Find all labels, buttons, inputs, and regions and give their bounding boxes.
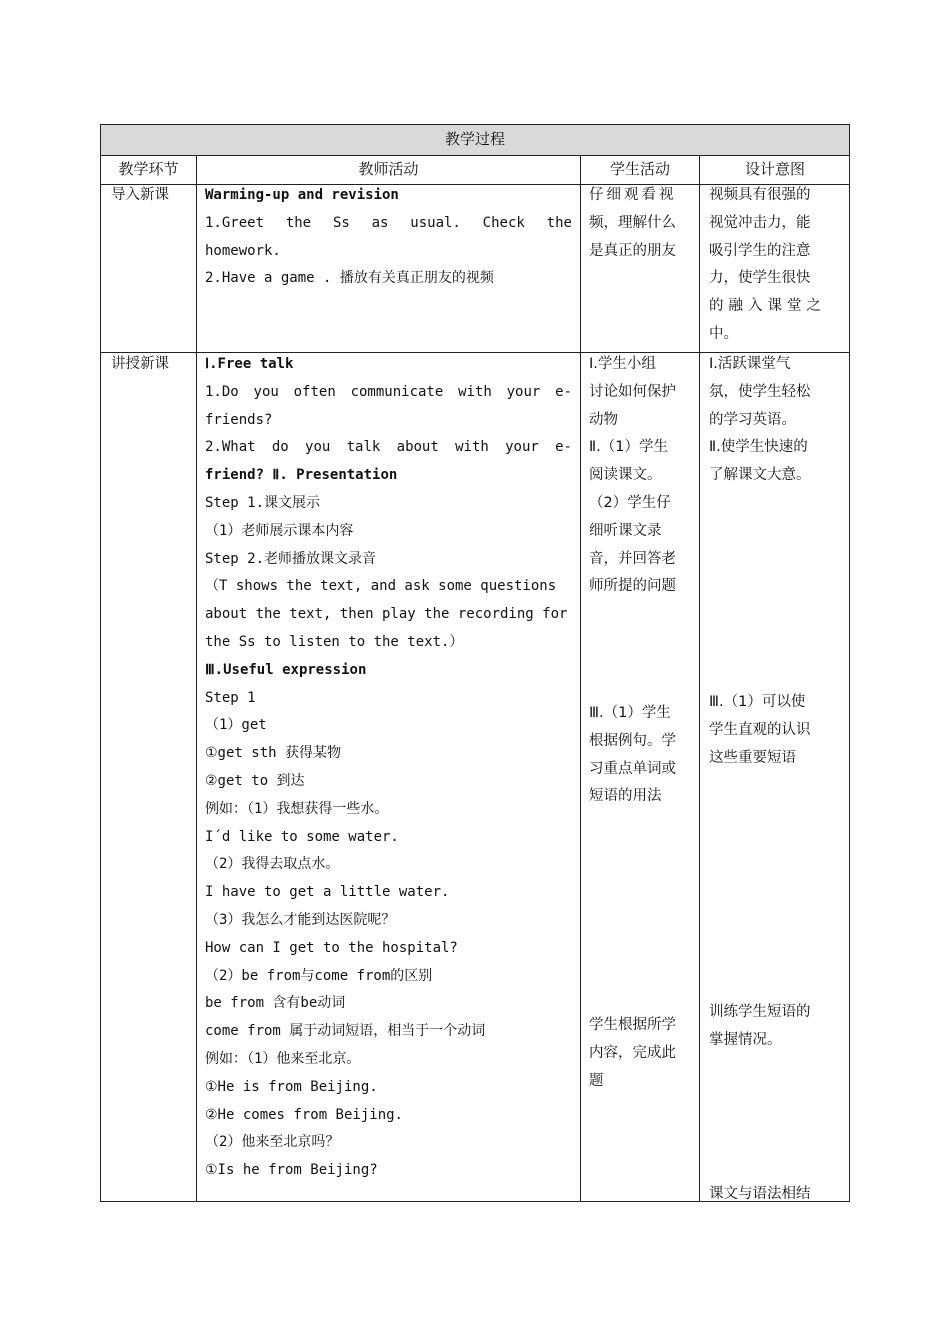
header-student: 学生活动 [609,160,670,178]
row2-student-activity-3: 学生根据所学 内容，完成此 题 [589,1017,676,1089]
row2-student-activity-2: Ⅲ.（1）学生 根据例句。学 习重点单词或 短语的用法 [589,705,676,805]
divider [699,155,700,1201]
row1-stage: 导入新课 [111,187,169,203]
table-title: 教学过程 [101,125,849,155]
header-intent: 设计意图 [744,160,805,178]
row1-teacher-activity: Warming-up and revision 1.Greet the Ss as usual. Check the homework. 2.Have a game . 播放有关真正朋友的视频 [205,187,572,287]
row2-teacher-activity: Ⅰ.Free talk 1.Do you often communicate with your e- friends? 2.What do you talk about with your e- friend? Ⅱ. Presentation Step 1.课文展示 （1）老师展示课本内容 Step 2.老师播放课文录音 （T shows the text, and ask some questions about the text, then play the recording for the Ss to listen to the text.） Ⅲ.Useful expression Step 1 （1）get ①get sth 获得某物 ②get to 到达 例如：（1）我想获得一些水。 I´d like to some water. （2）我得去取点水。 I have to get a little water. （3）我怎么才能到达医院呢？ How can I get to the hospital? （2）be from与come from的区别 be from 含有be动词 come from 属于动词短语，相当于一个动词 例如：（1）他来至北京。 ①He is from Beijing. ②He comes from Beijing. （2）他来至北京吗？ ①Is he from Beijing? [205,356,572,1179]
row2-student-activity-1: Ⅰ.学生小组 讨论如何保护 动物 Ⅱ.（1）学生 阅读课文。 （2）学生仔 细听课文录 音，并回答老 师所提的问题 [589,356,676,595]
row2-design-intent-4: 课文与语法相结 [709,1186,811,1202]
teaching-process-table [100,124,850,1202]
row2-design-intent-1: Ⅰ.活跃课堂气 氛，使学生轻松 的学习英语。 Ⅱ.使学生快速的 了解课文大意。 [709,356,811,484]
row2-design-intent-2: Ⅲ.（1）可以使 学生直观的认识 这些重要短语 [709,694,811,766]
divider [196,155,197,1201]
header-stage: 教学环节 [118,160,179,178]
row1-design-intent: 视频具有很强的 视觉冲击力，能 吸引学生的注意 力，使学生很快 的融入课堂之 中。 [709,187,826,342]
row1-student-activity: 仔细观看视 频，理解什么 是真正的朋友 [589,187,677,259]
row2-design-intent-3: 训练学生短语的 掌握情况。 [709,1004,811,1048]
row2-stage: 讲授新课 [111,356,169,372]
header-teacher: 教师活动 [358,160,419,178]
divider [580,155,581,1201]
